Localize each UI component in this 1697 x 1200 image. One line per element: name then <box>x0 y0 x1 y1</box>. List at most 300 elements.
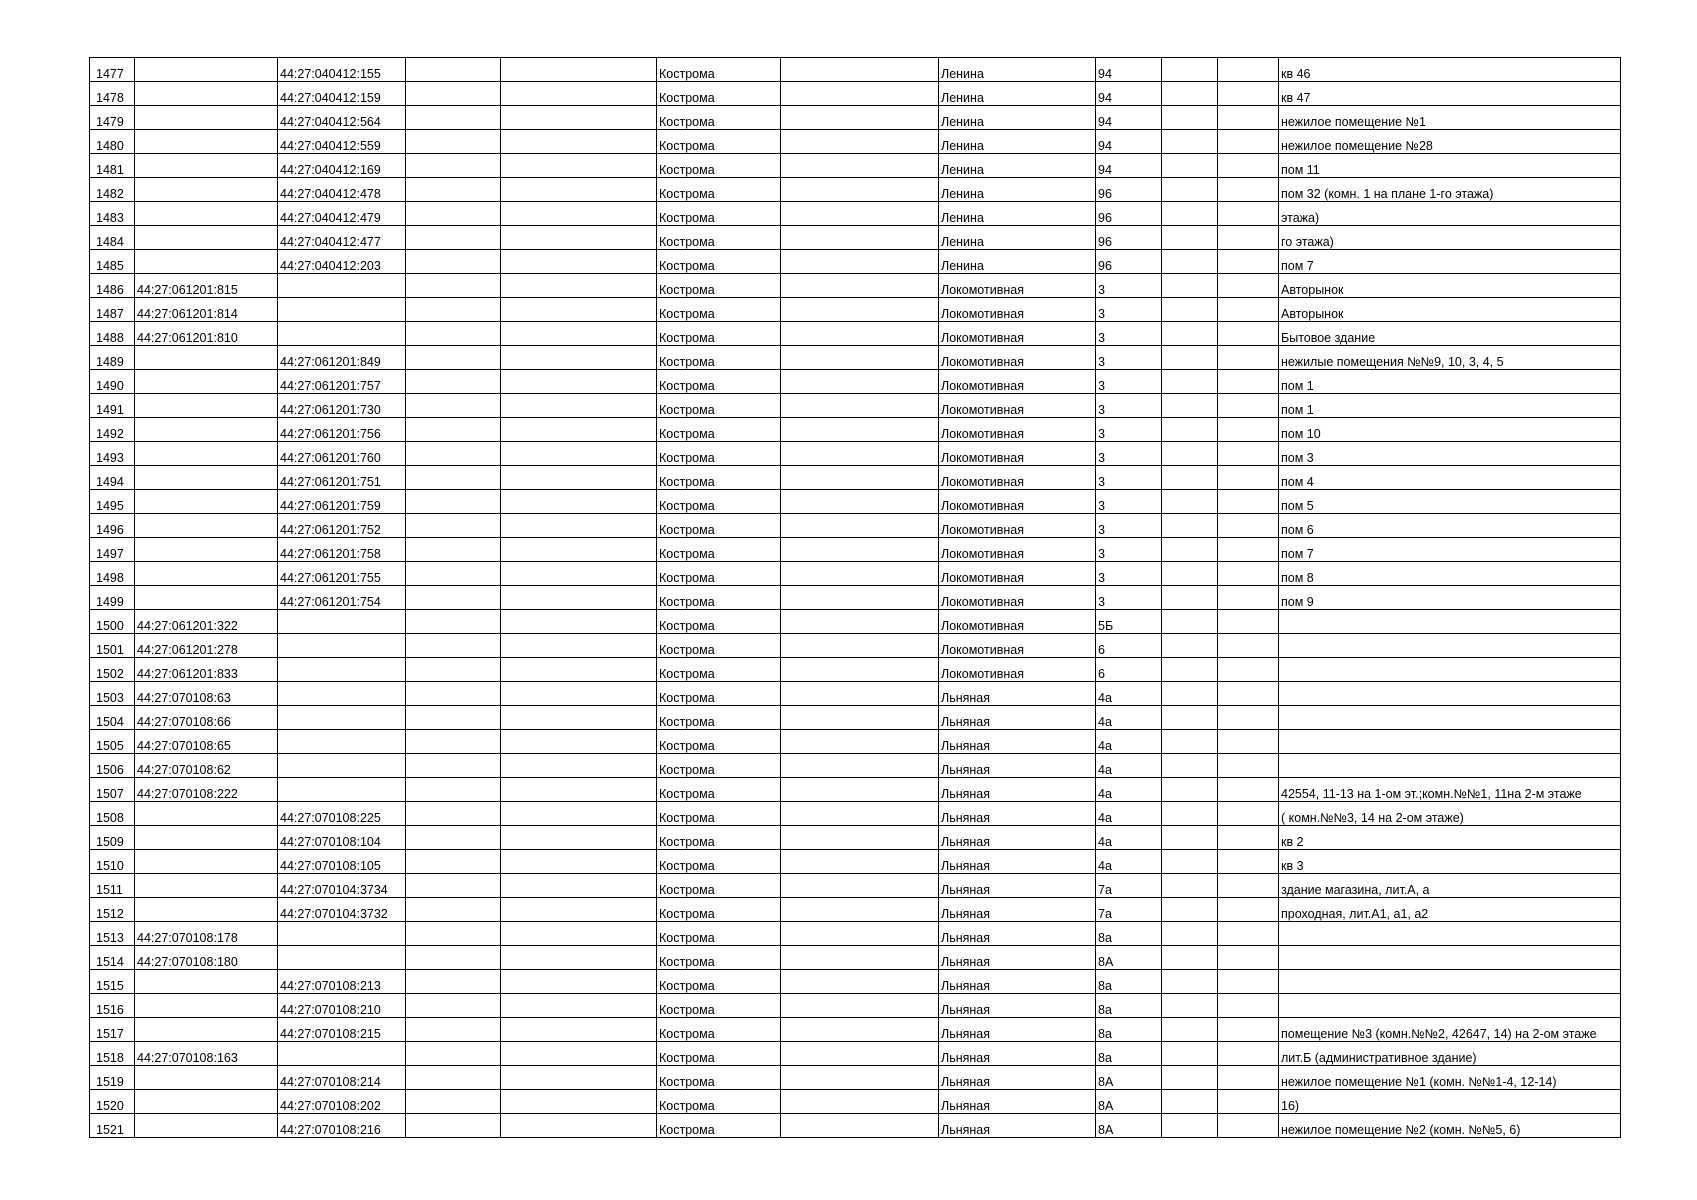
house-cell: 4а <box>1096 826 1162 850</box>
table-row <box>90 250 1621 274</box>
empty-cell <box>501 1066 657 1090</box>
city-cell: Кострома <box>657 346 781 370</box>
table-row <box>90 1042 1621 1066</box>
street-cell: Ленина <box>939 106 1096 130</box>
city-cell: Кострома <box>657 538 781 562</box>
city-cell: Кострома <box>657 250 781 274</box>
parcel-number-cell: 44:27:061201:322 <box>135 610 278 634</box>
empty-cell <box>1162 826 1218 850</box>
street-cell: Локомотивная <box>939 322 1096 346</box>
description-cell: здание магазина, лит.А, а <box>1279 874 1621 898</box>
parcel-number-cell <box>135 106 278 130</box>
empty-cell <box>781 562 939 586</box>
table-row <box>90 706 1621 730</box>
empty-cell <box>501 250 657 274</box>
empty-cell <box>1162 394 1218 418</box>
street-cell: Льняная <box>939 754 1096 778</box>
city-cell: Кострома <box>657 850 781 874</box>
description-cell: пом 6 <box>1279 514 1621 538</box>
empty-cell <box>1218 250 1279 274</box>
empty-cell <box>1162 322 1218 346</box>
empty-cell <box>501 706 657 730</box>
house-cell: 3 <box>1096 322 1162 346</box>
street-cell: Льняная <box>939 922 1096 946</box>
empty-cell <box>406 226 501 250</box>
row-number-cell: 1485 <box>90 250 135 274</box>
empty-cell <box>1218 850 1279 874</box>
street-cell: Льняная <box>939 1066 1096 1090</box>
street-cell: Локомотивная <box>939 274 1096 298</box>
empty-cell <box>501 826 657 850</box>
empty-cell <box>781 538 939 562</box>
empty-cell <box>501 442 657 466</box>
city-cell: Кострома <box>657 370 781 394</box>
description-cell: пом 1 <box>1279 394 1621 418</box>
city-cell: Кострома <box>657 466 781 490</box>
premises-number-cell: 44:27:040412:479 <box>278 202 406 226</box>
city-cell: Кострома <box>657 58 781 82</box>
empty-cell <box>781 514 939 538</box>
empty-cell <box>781 826 939 850</box>
street-cell: Льняная <box>939 778 1096 802</box>
street-cell: Льняная <box>939 1018 1096 1042</box>
description-cell: го этажа) <box>1279 226 1621 250</box>
street-cell: Локомотивная <box>939 418 1096 442</box>
parcel-number-cell: 44:27:061201:278 <box>135 634 278 658</box>
description-cell: 16) <box>1279 1090 1621 1114</box>
parcel-number-cell <box>135 442 278 466</box>
city-cell: Кострома <box>657 226 781 250</box>
description-cell: пом 3 <box>1279 442 1621 466</box>
premises-number-cell <box>278 778 406 802</box>
street-cell: Льняная <box>939 850 1096 874</box>
city-cell: Кострома <box>657 82 781 106</box>
empty-cell <box>501 778 657 802</box>
empty-cell <box>501 586 657 610</box>
street-cell: Локомотивная <box>939 658 1096 682</box>
empty-cell <box>781 1114 939 1138</box>
house-cell: 3 <box>1096 586 1162 610</box>
house-cell: 8А <box>1096 1090 1162 1114</box>
city-cell: Кострома <box>657 154 781 178</box>
row-number-cell: 1514 <box>90 946 135 970</box>
street-cell: Локомотивная <box>939 442 1096 466</box>
description-cell <box>1279 946 1621 970</box>
empty-cell <box>406 250 501 274</box>
house-cell: 6 <box>1096 634 1162 658</box>
table-row <box>90 850 1621 874</box>
empty-cell <box>1218 538 1279 562</box>
empty-cell <box>1162 1090 1218 1114</box>
empty-cell <box>406 850 501 874</box>
street-cell: Ленина <box>939 130 1096 154</box>
empty-cell <box>1162 682 1218 706</box>
description-cell: кв 46 <box>1279 58 1621 82</box>
house-cell: 4а <box>1096 802 1162 826</box>
city-cell: Кострома <box>657 922 781 946</box>
city-cell: Кострома <box>657 178 781 202</box>
house-cell: 3 <box>1096 370 1162 394</box>
row-number-cell: 1508 <box>90 802 135 826</box>
description-cell: кв 47 <box>1279 82 1621 106</box>
row-number-cell: 1518 <box>90 1042 135 1066</box>
empty-cell <box>1218 490 1279 514</box>
city-cell: Кострома <box>657 778 781 802</box>
house-cell: 3 <box>1096 466 1162 490</box>
empty-cell <box>1218 1066 1279 1090</box>
description-cell: кв 2 <box>1279 826 1621 850</box>
empty-cell <box>501 610 657 634</box>
empty-cell <box>406 394 501 418</box>
empty-cell <box>406 778 501 802</box>
city-cell: Кострома <box>657 394 781 418</box>
empty-cell <box>1218 466 1279 490</box>
empty-cell <box>1162 82 1218 106</box>
empty-cell <box>1218 514 1279 538</box>
empty-cell <box>781 658 939 682</box>
parcel-number-cell <box>135 154 278 178</box>
description-cell: этажа) <box>1279 202 1621 226</box>
street-cell: Локомотивная <box>939 346 1096 370</box>
house-cell: 8а <box>1096 1042 1162 1066</box>
empty-cell <box>1218 586 1279 610</box>
house-cell: 96 <box>1096 202 1162 226</box>
empty-cell <box>1218 226 1279 250</box>
table-row <box>90 778 1621 802</box>
empty-cell <box>1218 898 1279 922</box>
parcel-number-cell: 44:27:070108:178 <box>135 922 278 946</box>
table-row <box>90 682 1621 706</box>
empty-cell <box>1218 562 1279 586</box>
empty-cell <box>501 202 657 226</box>
row-number-cell: 1495 <box>90 490 135 514</box>
row-number-cell: 1512 <box>90 898 135 922</box>
description-cell <box>1279 634 1621 658</box>
empty-cell <box>501 850 657 874</box>
premises-number-cell <box>278 754 406 778</box>
empty-cell <box>781 202 939 226</box>
premises-number-cell: 44:27:061201:751 <box>278 466 406 490</box>
empty-cell <box>1162 442 1218 466</box>
street-cell: Льняная <box>939 970 1096 994</box>
row-number-cell: 1480 <box>90 130 135 154</box>
parcel-number-cell <box>135 250 278 274</box>
empty-cell <box>501 730 657 754</box>
empty-cell <box>501 418 657 442</box>
empty-cell <box>1218 322 1279 346</box>
empty-cell <box>406 274 501 298</box>
empty-cell <box>1218 346 1279 370</box>
empty-cell <box>501 106 657 130</box>
house-cell: 3 <box>1096 442 1162 466</box>
row-number-cell: 1500 <box>90 610 135 634</box>
empty-cell <box>501 874 657 898</box>
street-cell: Ленина <box>939 58 1096 82</box>
premises-number-cell: 44:27:040412:203 <box>278 250 406 274</box>
premises-number-cell: 44:27:061201:849 <box>278 346 406 370</box>
row-number-cell: 1509 <box>90 826 135 850</box>
house-cell: 94 <box>1096 130 1162 154</box>
empty-cell <box>1218 610 1279 634</box>
table-row <box>90 418 1621 442</box>
empty-cell <box>1218 202 1279 226</box>
premises-number-cell: 44:27:070104:3732 <box>278 898 406 922</box>
row-number-cell: 1516 <box>90 994 135 1018</box>
empty-cell <box>501 922 657 946</box>
empty-cell <box>406 1114 501 1138</box>
empty-cell <box>781 634 939 658</box>
empty-cell <box>501 634 657 658</box>
city-cell: Кострома <box>657 298 781 322</box>
house-cell: 8а <box>1096 1018 1162 1042</box>
city-cell: Кострома <box>657 1042 781 1066</box>
table-row <box>90 202 1621 226</box>
premises-number-cell: 44:27:040412:169 <box>278 154 406 178</box>
empty-cell <box>1162 514 1218 538</box>
empty-cell <box>1162 1066 1218 1090</box>
parcel-number-cell <box>135 370 278 394</box>
city-cell: Кострома <box>657 730 781 754</box>
house-cell: 94 <box>1096 154 1162 178</box>
empty-cell <box>781 898 939 922</box>
empty-cell <box>1162 106 1218 130</box>
empty-cell <box>501 946 657 970</box>
city-cell: Кострома <box>657 706 781 730</box>
empty-cell <box>781 730 939 754</box>
row-number-cell: 1494 <box>90 466 135 490</box>
premises-number-cell: 44:27:070104:3734 <box>278 874 406 898</box>
row-number-cell: 1502 <box>90 658 135 682</box>
empty-cell <box>501 562 657 586</box>
description-cell: ( комн.№№3, 14 на 2-ом этаже) <box>1279 802 1621 826</box>
premises-number-cell: 44:27:061201:756 <box>278 418 406 442</box>
parcel-number-cell <box>135 202 278 226</box>
street-cell: Локомотивная <box>939 466 1096 490</box>
empty-cell <box>1218 658 1279 682</box>
street-cell: Ленина <box>939 154 1096 178</box>
table-row <box>90 658 1621 682</box>
empty-cell <box>781 322 939 346</box>
house-cell: 3 <box>1096 418 1162 442</box>
street-cell: Локомотивная <box>939 490 1096 514</box>
house-cell: 3 <box>1096 298 1162 322</box>
empty-cell <box>781 610 939 634</box>
row-number-cell: 1488 <box>90 322 135 346</box>
empty-cell <box>406 754 501 778</box>
empty-cell <box>1218 154 1279 178</box>
table-row <box>90 394 1621 418</box>
premises-number-cell <box>278 730 406 754</box>
house-cell: 3 <box>1096 394 1162 418</box>
house-cell: 4а <box>1096 682 1162 706</box>
empty-cell <box>1162 562 1218 586</box>
premises-number-cell: 44:27:061201:730 <box>278 394 406 418</box>
parcel-number-cell <box>135 874 278 898</box>
city-cell: Кострома <box>657 442 781 466</box>
description-cell: нежилое помещение №28 <box>1279 130 1621 154</box>
empty-cell <box>1162 946 1218 970</box>
row-number-cell: 1478 <box>90 82 135 106</box>
empty-cell <box>406 898 501 922</box>
parcel-number-cell: 44:27:070108:62 <box>135 754 278 778</box>
empty-cell <box>1162 754 1218 778</box>
parcel-number-cell <box>135 490 278 514</box>
empty-cell <box>501 538 657 562</box>
empty-cell <box>1162 586 1218 610</box>
empty-cell <box>406 346 501 370</box>
table-row <box>90 154 1621 178</box>
city-cell: Кострома <box>657 610 781 634</box>
table-row <box>90 346 1621 370</box>
empty-cell <box>406 178 501 202</box>
row-number-cell: 1501 <box>90 634 135 658</box>
table-row <box>90 730 1621 754</box>
description-cell <box>1279 970 1621 994</box>
house-cell: 3 <box>1096 514 1162 538</box>
description-cell: пом 1 <box>1279 370 1621 394</box>
empty-cell <box>501 58 657 82</box>
empty-cell <box>781 250 939 274</box>
house-cell: 7а <box>1096 898 1162 922</box>
premises-number-cell: 44:27:040412:559 <box>278 130 406 154</box>
premises-number-cell: 44:27:061201:754 <box>278 586 406 610</box>
empty-cell <box>1162 418 1218 442</box>
empty-cell <box>406 682 501 706</box>
table-row <box>90 106 1621 130</box>
empty-cell <box>1162 874 1218 898</box>
premises-number-cell: 44:27:040412:477 <box>278 226 406 250</box>
parcel-number-cell <box>135 394 278 418</box>
city-cell: Кострома <box>657 898 781 922</box>
empty-cell <box>1218 1114 1279 1138</box>
empty-cell <box>1218 58 1279 82</box>
house-cell: 4а <box>1096 706 1162 730</box>
house-cell: 4а <box>1096 754 1162 778</box>
empty-cell <box>1218 634 1279 658</box>
empty-cell <box>1218 922 1279 946</box>
description-cell: лит.Б (административное здание) <box>1279 1042 1621 1066</box>
empty-cell <box>501 1090 657 1114</box>
table-row <box>90 370 1621 394</box>
empty-cell <box>406 202 501 226</box>
description-cell: нежилые помещения №№9, 10, 3, 4, 5 <box>1279 346 1621 370</box>
empty-cell <box>1162 490 1218 514</box>
parcel-number-cell <box>135 346 278 370</box>
house-cell: 4а <box>1096 850 1162 874</box>
street-cell: Льняная <box>939 946 1096 970</box>
parcel-number-cell <box>135 178 278 202</box>
table-row <box>90 82 1621 106</box>
table-row <box>90 1018 1621 1042</box>
premises-number-cell <box>278 682 406 706</box>
parcel-number-cell: 44:27:070108:163 <box>135 1042 278 1066</box>
premises-number-cell: 44:27:061201:755 <box>278 562 406 586</box>
table-row <box>90 298 1621 322</box>
description-cell: пом 9 <box>1279 586 1621 610</box>
empty-cell <box>501 1018 657 1042</box>
table-row <box>90 802 1621 826</box>
empty-cell <box>406 826 501 850</box>
premises-number-cell <box>278 610 406 634</box>
house-cell: 3 <box>1096 274 1162 298</box>
parcel-number-cell <box>135 226 278 250</box>
premises-number-cell: 44:27:070108:105 <box>278 850 406 874</box>
row-number-cell: 1489 <box>90 346 135 370</box>
empty-cell <box>1218 1042 1279 1066</box>
empty-cell <box>781 706 939 730</box>
premises-number-cell: 44:27:070108:104 <box>278 826 406 850</box>
row-number-cell: 1484 <box>90 226 135 250</box>
parcel-number-cell <box>135 466 278 490</box>
table-row <box>90 1114 1621 1138</box>
description-cell: кв 3 <box>1279 850 1621 874</box>
description-cell: пом 8 <box>1279 562 1621 586</box>
table-row <box>90 610 1621 634</box>
empty-cell <box>501 226 657 250</box>
city-cell: Кострома <box>657 514 781 538</box>
empty-cell <box>406 298 501 322</box>
premises-number-cell <box>278 922 406 946</box>
empty-cell <box>781 1018 939 1042</box>
empty-cell <box>781 490 939 514</box>
empty-cell <box>1162 802 1218 826</box>
city-cell: Кострома <box>657 1066 781 1090</box>
house-cell: 96 <box>1096 226 1162 250</box>
table-row <box>90 754 1621 778</box>
empty-cell <box>501 1114 657 1138</box>
description-cell: 42554, 11-13 на 1-ом эт.;комн.№№1, 11на 2-м этаже <box>1279 778 1621 802</box>
row-number-cell: 1515 <box>90 970 135 994</box>
row-number-cell: 1490 <box>90 370 135 394</box>
house-cell: 8А <box>1096 1066 1162 1090</box>
description-cell: пом 10 <box>1279 418 1621 442</box>
empty-cell <box>1162 274 1218 298</box>
empty-cell <box>1218 970 1279 994</box>
empty-cell <box>501 154 657 178</box>
empty-cell <box>501 394 657 418</box>
street-cell: Льняная <box>939 1042 1096 1066</box>
parcel-number-cell <box>135 826 278 850</box>
empty-cell <box>781 154 939 178</box>
empty-cell <box>1162 298 1218 322</box>
premises-number-cell: 44:27:070108:215 <box>278 1018 406 1042</box>
empty-cell <box>781 58 939 82</box>
premises-number-cell <box>278 946 406 970</box>
parcel-number-cell <box>135 1066 278 1090</box>
city-cell: Кострома <box>657 322 781 346</box>
empty-cell <box>781 874 939 898</box>
house-cell: 8а <box>1096 970 1162 994</box>
row-number-cell: 1492 <box>90 418 135 442</box>
row-number-cell: 1496 <box>90 514 135 538</box>
empty-cell <box>406 1066 501 1090</box>
street-cell: Локомотивная <box>939 634 1096 658</box>
parcel-number-cell <box>135 1114 278 1138</box>
description-cell: нежилое помещение №1 <box>1279 106 1621 130</box>
street-cell: Локомотивная <box>939 538 1096 562</box>
table-row <box>90 58 1621 82</box>
empty-cell <box>1162 466 1218 490</box>
row-number-cell: 1477 <box>90 58 135 82</box>
description-cell <box>1279 682 1621 706</box>
parcel-number-cell: 44:27:070108:66 <box>135 706 278 730</box>
premises-number-cell <box>278 298 406 322</box>
empty-cell <box>1218 394 1279 418</box>
city-cell: Кострома <box>657 754 781 778</box>
empty-cell <box>781 106 939 130</box>
street-cell: Ленина <box>939 202 1096 226</box>
house-cell: 3 <box>1096 562 1162 586</box>
